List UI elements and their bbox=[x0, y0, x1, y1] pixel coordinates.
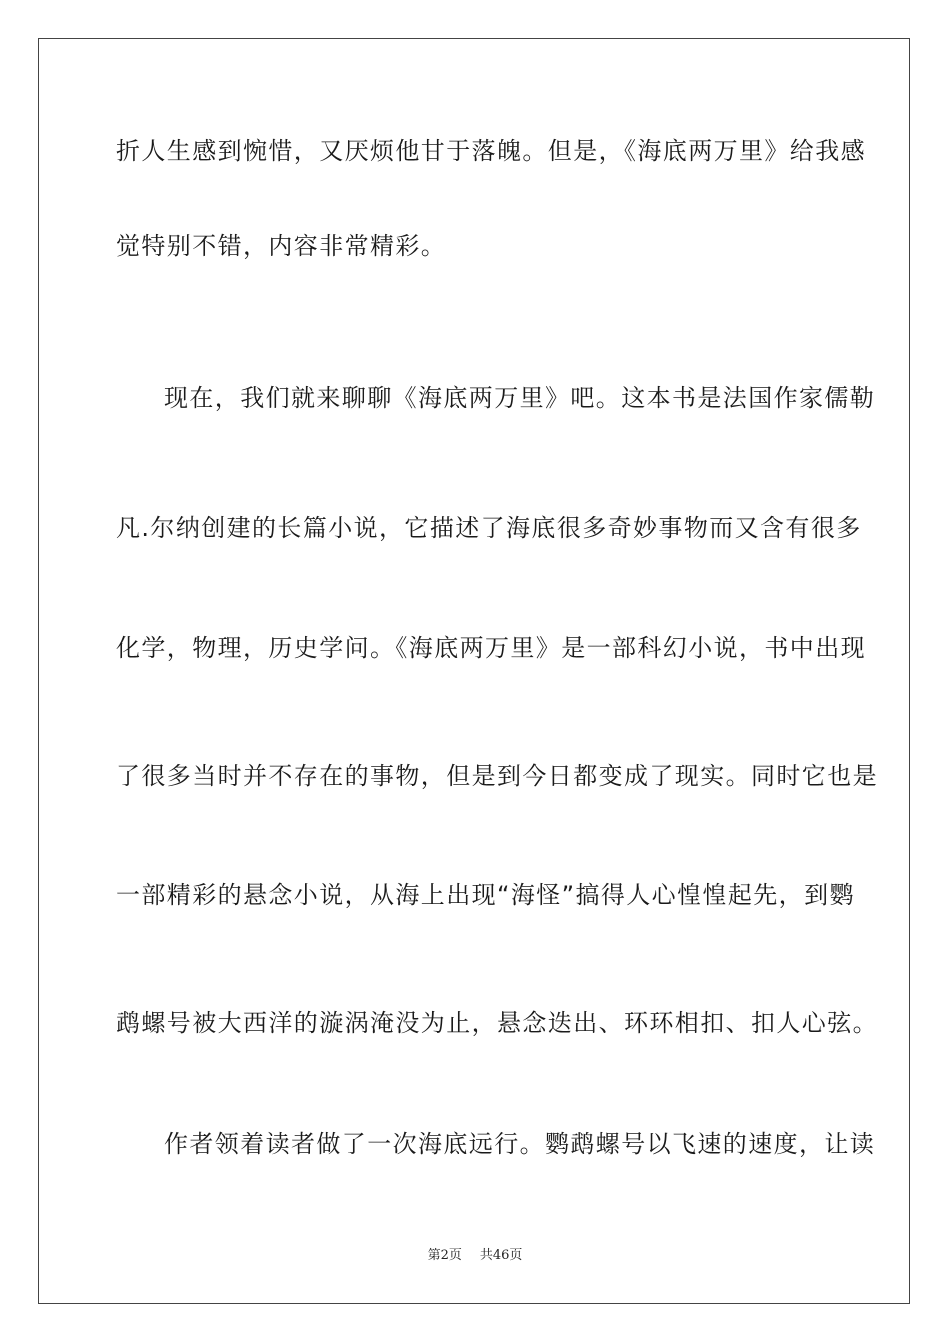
text-line: 化学，物理，历史学问。《海底两万里》是一部科幻小说，书中出现 bbox=[116, 634, 866, 662]
text-line: 了很多当时并不存在的事物，但是到今日都变成了现实。同时它也是 bbox=[116, 762, 878, 790]
paragraph-first-line: 现在，我们就来聊聊《海底两万里》吧。这本书是法国作家儒勒 bbox=[164, 384, 876, 412]
page-total: 共46页 bbox=[479, 1248, 523, 1263]
text-line: 觉特别不错，内容非常精彩。 bbox=[116, 232, 447, 260]
page-number: 第2页 bbox=[427, 1248, 462, 1263]
page-border bbox=[38, 38, 910, 1304]
text-line: 鹉螺号被大西洋的漩涡淹没为止，悬念迭出、环环相扣、扣人心弦。 bbox=[116, 1009, 878, 1037]
text-line: 折人生感到惋惜，又厌烦他甘于落魄。但是，《海底两万里》给我感 bbox=[116, 137, 866, 165]
text-line: 凡.尔纳创建的长篇小说，它描述了海底很多奇妙事物而又含有很多 bbox=[116, 514, 862, 542]
page-footer bbox=[0, 1247, 950, 1265]
text-line: 一部精彩的悬念小说，从海上出现“海怪”搞得人心惶惶起先，到鹦 bbox=[116, 881, 855, 909]
paragraph-first-line: 作者领着读者做了一次海底远行。鹦鹉螺号以飞速的速度，让读 bbox=[164, 1130, 876, 1158]
